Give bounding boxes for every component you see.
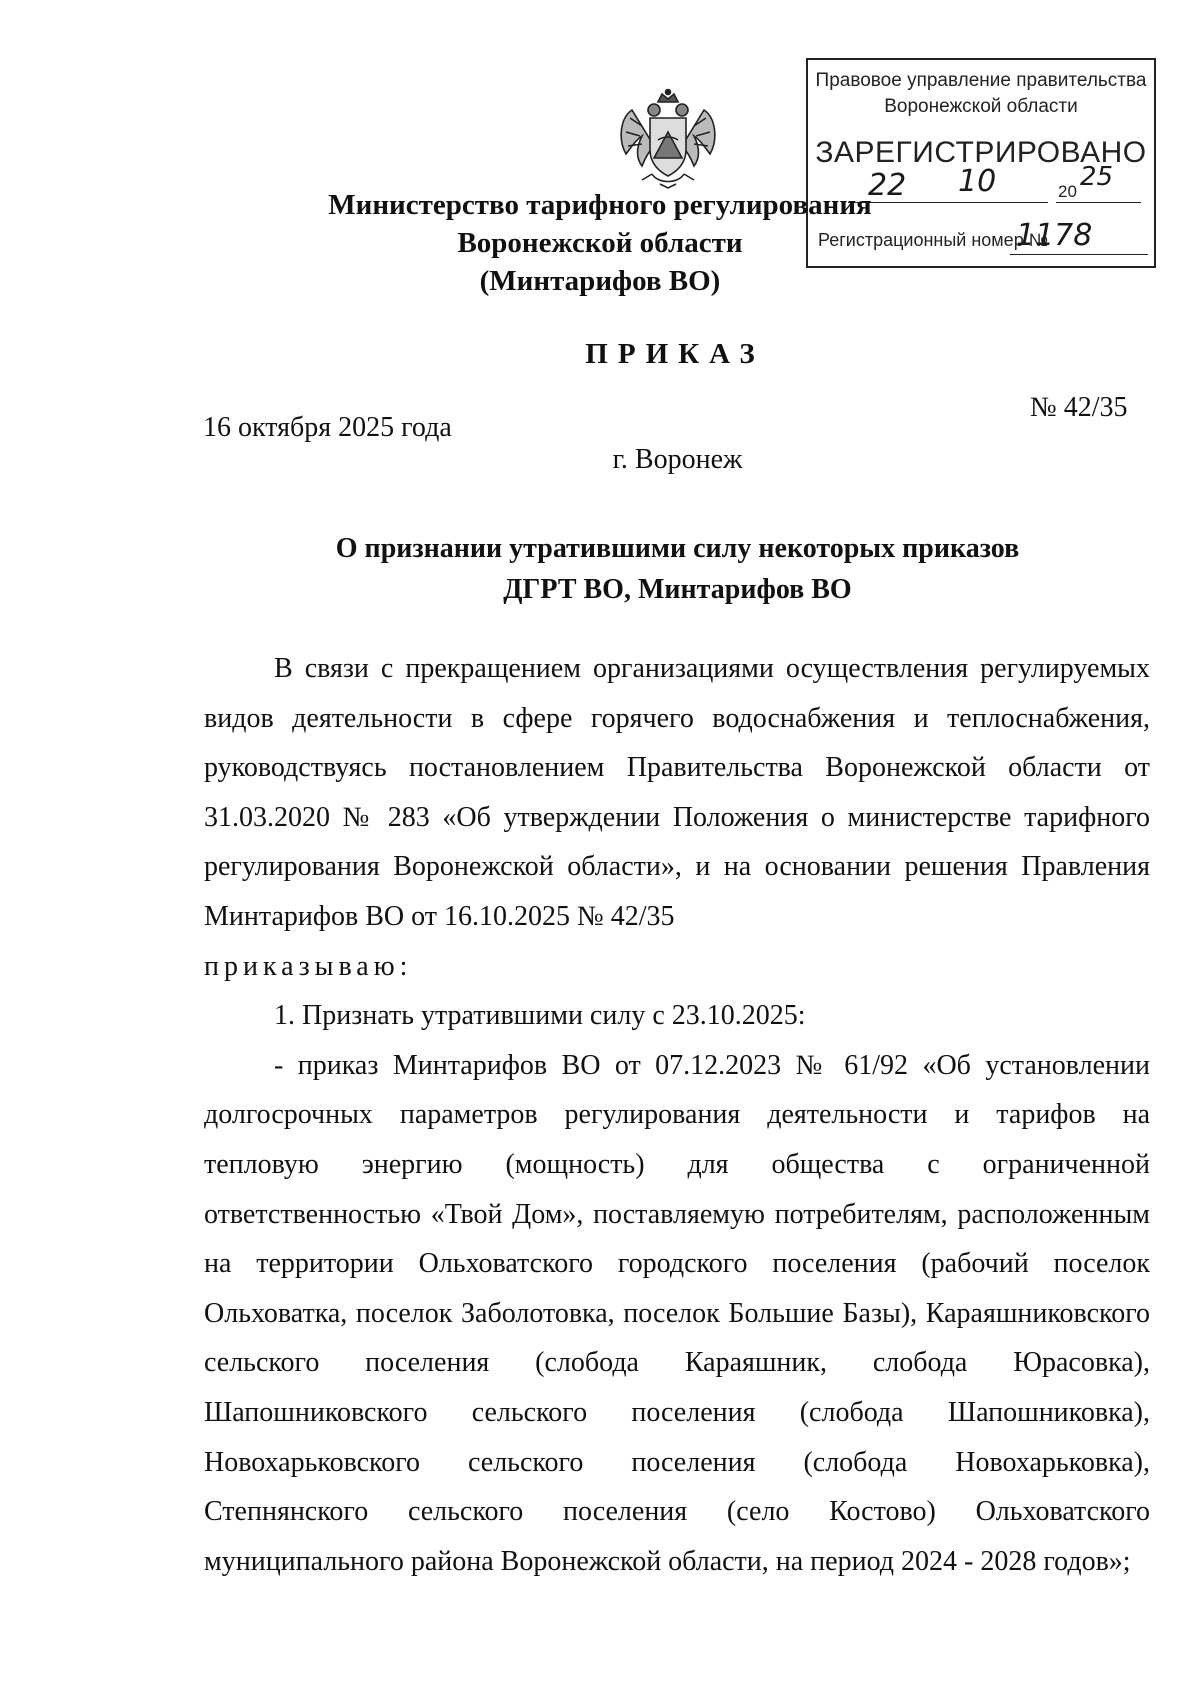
document-number: № 42/35 — [1030, 392, 1128, 423]
document-city: г. Воронеж — [612, 444, 743, 475]
stamp-day-handwritten: 22 — [868, 168, 907, 203]
stamp-reg-number-handwritten: 1178 — [1016, 218, 1093, 253]
item-1: 1. Признать утратившими силу с 23.10.2025: — [274, 1000, 806, 1032]
stamp-year-suffix-handwritten: 25 — [1080, 162, 1114, 192]
stamp-status: ЗАРЕГИСТРИРОВАНО — [815, 136, 1147, 169]
org-line3: (Минтарифов ВО) — [479, 265, 721, 297]
document-date: 16 октября 2025 года — [203, 412, 452, 443]
order-word: приказываю: — [204, 950, 413, 982]
stamp-authority — [808, 68, 1154, 120]
stamp-line1: Правовое управление правительства — [815, 70, 1147, 91]
org-line2: Воронежской области — [457, 227, 743, 259]
subject-line1: О признании утратившими силу некоторых приказов — [335, 533, 1020, 564]
document-type-title: ПРИКАЗ — [585, 338, 765, 370]
stamp-year-prefix: 20 — [1058, 182, 1077, 201]
preamble-paragraph: В связи с прекращением организациями осуществления регулируемых видов деятельности в сфере горячего водоснабжения и теплоснабжения, руководствуясь постановлением Правительства Воронежской области от 31.03.2020 № 283 «Об утверждении Положения о министерстве тарифного регулирования Воронежской области», и на основании решения Правления Минтарифов ВО от 16.10.2025 № 42/35 — [204, 653, 1150, 932]
stamp-reg-label: Регистрационный номер № — [818, 230, 1049, 250]
document-subject — [0, 528, 1200, 610]
stamp-line2: Воронежской области — [884, 96, 1078, 117]
document-body — [204, 644, 1150, 1586]
item-1-subitem-1: - приказ Минтарифов ВО от 07.12.2023 № 61/92 «Об установлении долгосрочных параметров регулирования деятельности и тарифов на тепловую энергию (мощность) для общества с ограниченной ответственностью «Твой Дом», поставляемую потребителям, расположенным на территории Ольховатского городского поселения (рабочий поселок Ольховатка, поселок Заболотовка, поселок Большие Базы), Караяшниковского сельского поселения (слобода Караяшник, слобода Юрасовка), Шапошниковского сельского поселения (слобода Шапошниковка), Новохарьковского сельского поселения (слобода Новохарьковка), Степнянского сельского поселения (село Костово) Ольховатского муниципального района Воронежской области, на период 2024 - 2028 годов»; — [204, 1049, 1150, 1577]
organization-heading — [0, 186, 1200, 300]
subject-line2: ДГРТ ВО, Минтарифов ВО — [503, 574, 852, 605]
stamp-month-handwritten: 10 — [958, 164, 997, 199]
org-line1: Министерство тарифного регулирования — [328, 189, 872, 221]
coat-of-arms-emblem — [612, 88, 724, 190]
